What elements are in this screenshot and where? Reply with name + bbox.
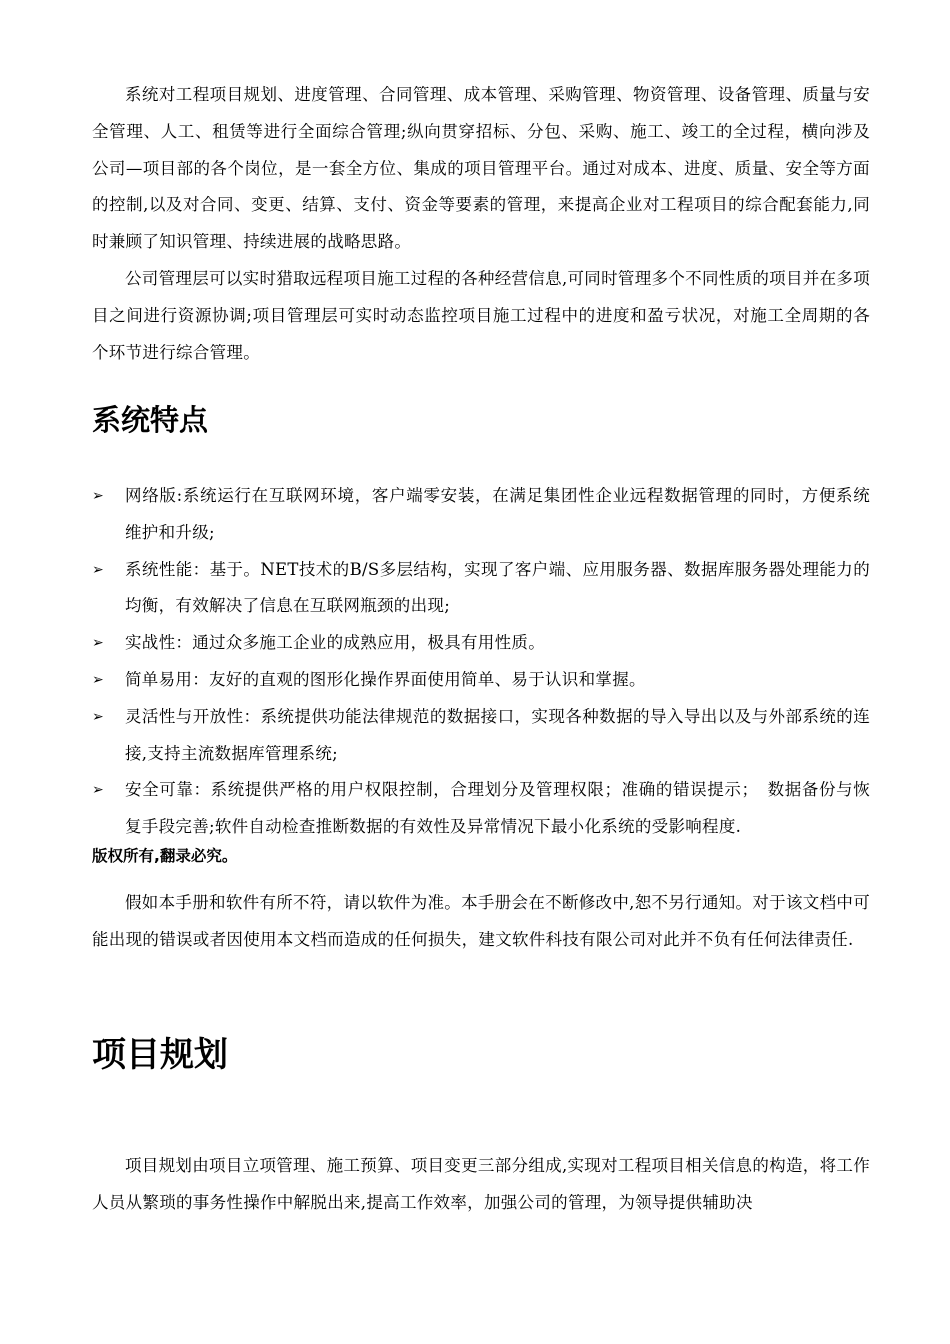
feature-text: 灵活性与开放性：系统提供功能法律规范的数据接口，实现各种数据的导入导出以及与外部系统的连接,支持主流数据库管理系统; [125, 706, 870, 763]
feature-item-security [92, 772, 870, 846]
feature-item-practicality [92, 625, 870, 662]
planning-heading: 项目规划 [92, 1035, 228, 1075]
feature-item-network [92, 478, 870, 552]
arrow-bullet-icon: ➢ [92, 708, 105, 725]
arrow-bullet-icon: ➢ [92, 671, 105, 688]
planning-paragraph-1: 项目规划由项目立项管理、施工预算、项目变更三部分组成,实现对工程项目相关信息的构造，将工作人员从繁琐的事务性操作中解脱出来,提高工作效率，加强公司的管理，为领导提供辅助决 [92, 1156, 870, 1212]
arrow-bullet-icon: ➢ [92, 782, 105, 799]
feature-text: 系统性能：基于。NET技术的B/S多层结构，实现了客户端、应用服务器、数据库服务器处理能力的均衡，有效解决了信息在互联网瓶颈的出现; [125, 559, 870, 616]
arrow-bullet-icon: ➢ [92, 635, 105, 652]
arrow-bullet-icon: ➢ [92, 488, 105, 504]
feature-item-usability [92, 662, 870, 699]
intro-paragraph-2: 公司管理层可以实时猎取远程项目施工过程的各种经营信息,可同时管理多个不同性质的项目并在多项目之间进行资源协调;项目管理层可实时动态监控项目施工过程中的进度和盈亏状况，对施工全周期的各个环节进行综合管理。 [92, 269, 870, 362]
features-heading: 系统特点 [92, 403, 209, 437]
intro-paragraph-1: 系统对工程项目规划、进度管理、合同管理、成本管理、采购管理、物资管理、设备管理、质量与安全管理、人工、租赁等进行全面综合管理;纵向贯穿招标、分包、采购、施工、竣工的全过程，横向涉及公司—项目部的各个岗位，是一套全方位、集成的项目管理平台。通过对成本、进度、质量、安全等方面的控制,以及对合同、变更、结算、支付、资金等要素的管理，来提高企业对工程项目的综合配套能力,同时兼顾了知识管理、持续进展的战略思路。 [92, 85, 870, 252]
feature-item-performance [92, 552, 870, 626]
disclaimer-paragraph: 假如本手册和软件有所不符，请以软件为准。本手册会在不断修改中,恕不另行通知。对于该文档中可能出现的错误或者因使用本文档而造成的任何损失，建文软件科技有限公司对此并不负有任何法律责任. [92, 893, 870, 949]
feature-text: 简单易用：友好的直观的图形化操作界面使用简单、易于认识和掌握。 [125, 669, 646, 689]
features-list [92, 478, 870, 846]
copyright-notice: 版权所有,翻录必究。 [92, 847, 238, 865]
arrow-bullet-icon: ➢ [92, 561, 105, 578]
feature-text: 安全可靠：系统提供严格的用户权限控制，合理划分及管理权限；准确的错误提示； 数据备份与恢复手段完善;软件自动检查推断数据的有效性及异常情况下最小化系统的受影响程度. [125, 780, 870, 837]
feature-item-flexibility [92, 699, 870, 773]
feature-text: 网络版:系统运行在互联网环境，客户端零安装，在满足集团性企业远程数据管理的同时，方便系统维护和升级; [125, 486, 870, 542]
feature-text: 实战性：通过众多施工企业的成熟应用，极具有用性质。 [125, 633, 545, 653]
